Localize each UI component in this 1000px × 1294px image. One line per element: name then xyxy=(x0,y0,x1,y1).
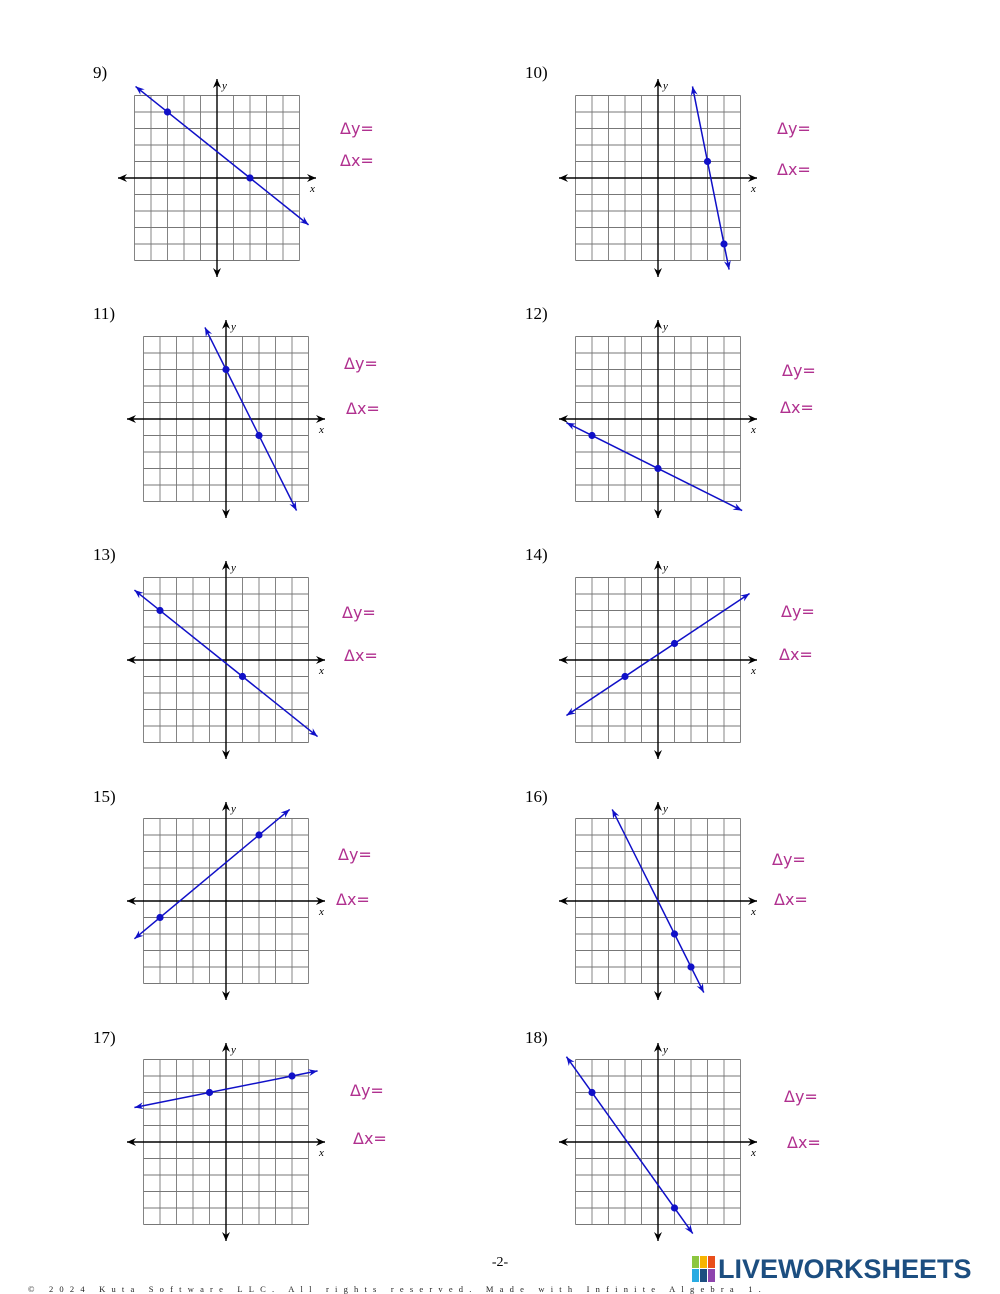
y-axis-label: y xyxy=(663,803,668,815)
x-axis-label: x xyxy=(751,1147,756,1159)
liveworksheets-logo-icon xyxy=(692,1256,716,1282)
copyright-footer: © 2024 Kuta Software LLC. All rights reserved. Made with Infinite Algebra 1. xyxy=(28,1284,767,1294)
logo-text: LIVEWORKSHEETS xyxy=(718,1254,972,1284)
y-axis-label: y xyxy=(231,562,236,574)
problem-number: 18) xyxy=(525,1028,548,1047)
x-axis-label: x xyxy=(319,906,324,918)
delta-y-label: Δy= xyxy=(782,361,816,380)
y-axis-label: y xyxy=(663,321,668,333)
problem-number: 12) xyxy=(525,304,548,323)
delta-x-label: Δx= xyxy=(346,399,380,418)
delta-x-label: Δx= xyxy=(777,160,811,179)
delta-y-label: Δy= xyxy=(784,1087,818,1106)
delta-x-label: Δx= xyxy=(353,1129,387,1148)
delta-y-label: Δy= xyxy=(781,602,815,621)
delta-y-label: Δy= xyxy=(350,1081,384,1100)
line-arrow xyxy=(685,1224,693,1233)
delta-y-label: Δy= xyxy=(772,850,806,869)
delta-x-label: Δx= xyxy=(787,1133,821,1152)
delta-x-label: Δx= xyxy=(774,890,808,909)
x-axis-label: x xyxy=(751,183,756,195)
problem-number: 16) xyxy=(525,787,548,806)
delta-y-label: Δy= xyxy=(344,354,378,373)
y-axis-label: y xyxy=(231,803,236,815)
line-arrow xyxy=(566,1057,574,1066)
problem-number: 13) xyxy=(93,545,116,564)
delta-x-label: Δx= xyxy=(340,151,374,170)
x-axis-label: x xyxy=(319,424,324,436)
liveworksheets-logo xyxy=(692,1256,972,1282)
delta-x-label: Δx= xyxy=(779,645,813,664)
problem-number: 11) xyxy=(93,304,116,323)
delta-y-label: Δy= xyxy=(777,119,811,138)
y-axis-label: y xyxy=(663,80,668,92)
y-axis-label: y xyxy=(231,321,236,333)
problem-number: 17) xyxy=(93,1028,116,1047)
graph-point xyxy=(671,1204,678,1211)
problem-number: 9) xyxy=(93,63,108,82)
delta-y-label: Δy= xyxy=(340,119,374,138)
x-axis-label: x xyxy=(751,665,756,677)
delta-x-label: Δx= xyxy=(780,398,814,417)
y-axis-label: y xyxy=(663,1044,668,1056)
delta-x-label: Δx= xyxy=(344,646,378,665)
x-axis-label: x xyxy=(310,183,315,195)
x-axis-label: x xyxy=(319,1147,324,1159)
graph-point xyxy=(588,1089,595,1096)
y-axis-label: y xyxy=(231,1044,236,1056)
problem-number: 15) xyxy=(93,787,116,806)
delta-y-label: Δy= xyxy=(342,603,376,622)
problem-number: 10) xyxy=(525,63,548,82)
delta-x-label: Δx= xyxy=(336,890,370,909)
page-number: -2- xyxy=(491,1255,509,1270)
x-axis-label: x xyxy=(751,906,756,918)
delta-y-label: Δy= xyxy=(338,845,372,864)
x-axis-label: x xyxy=(319,665,324,677)
y-axis-label: y xyxy=(663,562,668,574)
x-axis-label: x xyxy=(751,424,756,436)
problem-number: 14) xyxy=(525,545,548,564)
y-axis-label: y xyxy=(222,80,227,92)
